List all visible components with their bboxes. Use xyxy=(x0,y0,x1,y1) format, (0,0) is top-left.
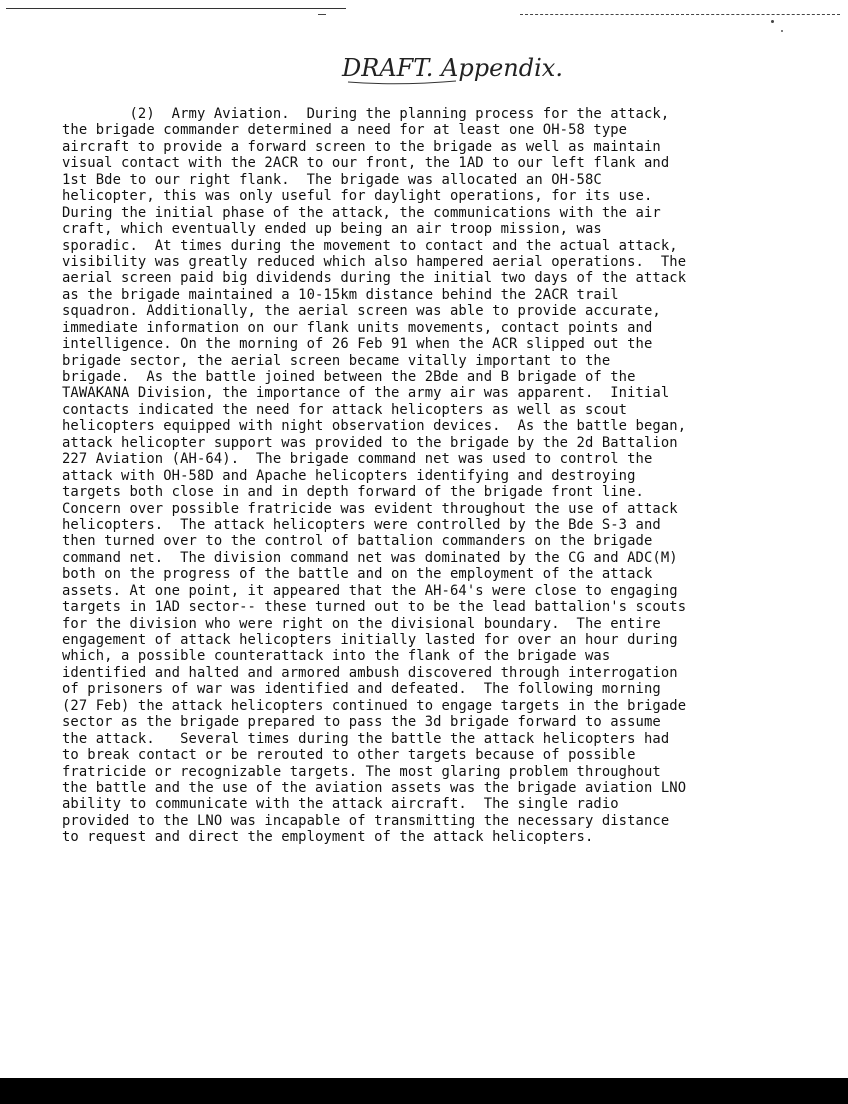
text-line: of prisoners of war was identified and defeated. The following morning xyxy=(62,681,661,698)
text-line: engagement of attack helicopters initially lasted for over an hour during xyxy=(62,632,678,648)
text-line: During the initial phase of the attack, the communications with the air xyxy=(62,204,661,221)
top-left-rule xyxy=(6,8,346,9)
scan-speck xyxy=(781,30,783,32)
text-line: sector as the brigade prepared to pass the 3d brigade forward to assume xyxy=(62,714,661,731)
text-line: aerial screen paid big dividends during the initial two days of the attack xyxy=(62,270,687,287)
text-line: sporadic. At times during the movement to contact and the actual attack, xyxy=(62,237,678,254)
text-line: the brigade commander determined a need for at least one OH-58 type xyxy=(62,122,628,139)
text-line: (2) Army Aviation. During the planning process for the attack, xyxy=(62,106,670,122)
text-line: identified and halted and armored ambush discovered through interrogation xyxy=(62,664,678,681)
text-line: to request and direct the employment of the attack helicopters. xyxy=(62,829,594,846)
document-body xyxy=(62,106,814,846)
text-line: then turned over to the control of battalion commanders on the brigade xyxy=(62,533,653,550)
handwritten-draft-svg xyxy=(338,48,568,88)
text-line: aircraft to provide a forward screen to the brigade as well as maintain xyxy=(62,138,661,155)
scan-bottom-black-bar xyxy=(0,1078,848,1104)
text-line: the battle and the use of the aviation assets was the brigade aviation LNO xyxy=(62,779,687,796)
text-line: both on the progress of the battle and on the employment of the attack xyxy=(62,566,653,583)
handwritten-draft-text: DRAFT. Appendix. xyxy=(342,54,563,82)
text-line: targets both close in and in depth forward of the brigade front line. xyxy=(62,484,644,501)
text-line: visibility was greatly reduced which also hampered aerial operations. The xyxy=(62,253,687,270)
text-line: 1st Bde to our right flank. The brigade was allocated an OH-58C xyxy=(62,171,602,188)
text-line: attack with OH-58D and Apache helicopters identifying and destroying xyxy=(62,467,636,484)
text-line: to break contact or be rerouted to other targets because of possible xyxy=(62,747,636,764)
text-line: squadron. Additionally, the aerial screen was able to provide accurate, xyxy=(62,303,661,320)
text-line: immediate information on our flank units movements, contact points and xyxy=(62,319,653,336)
top-tick-mark xyxy=(318,14,326,15)
text-line: visual contact with the 2ACR to our front, the 1AD to our left flank and xyxy=(62,155,670,172)
text-line: Concern over possible fratricide was evident throughout the use of attack xyxy=(62,500,678,517)
text-line: helicopters equipped with night observation devices. As the battle began, xyxy=(62,418,687,435)
text-line: attack helicopter support was provided to the brigade by the 2d Battalion xyxy=(62,434,678,451)
text-line: as the brigade maintained a 10-15km distance behind the 2ACR trail xyxy=(62,286,619,303)
text-line: 227 Aviation (AH-64). The brigade command net was used to control the xyxy=(62,451,653,468)
text-line: which, a possible counterattack into the flank of the brigade was xyxy=(62,648,611,665)
top-right-dashed-rule xyxy=(520,14,840,15)
handwritten-draft-annotation xyxy=(338,48,568,88)
text-line: command net. The division command net was dominated by the CG and ADC(M) xyxy=(62,549,678,566)
scan-speck xyxy=(771,20,774,23)
text-line: helicopters. The attack helicopters were controlled by the Bde S-3 and xyxy=(62,516,661,533)
text-line: ability to communicate with the attack aircraft. The single radio xyxy=(62,796,619,813)
text-line: (27 Feb) the attack helicopters continued to engage targets in the brigade xyxy=(62,697,687,714)
text-line: intelligence. On the morning of 26 Feb 91 when the ACR slipped out the xyxy=(62,336,653,353)
text-line: contacts indicated the need for attack helicopters as well as scout xyxy=(62,401,628,418)
text-line: the attack. Several times during the battle the attack helicopters had xyxy=(62,730,670,747)
text-line: brigade. As the battle joined between the 2Bde and B brigade of the xyxy=(62,369,636,385)
text-line: fratricide or recognizable targets. The most glaring problem throughout xyxy=(62,763,661,780)
text-line: targets in 1AD sector-- these turned out to be the lead battalion's scouts xyxy=(62,599,687,616)
text-line: TAWAKANA Division, the importance of the army air was apparent. Initial xyxy=(62,385,670,402)
text-line: for the division who were right on the divisional boundary. The entire xyxy=(62,615,661,632)
text-line: helicopter, this was only useful for daylight operations, for its use. xyxy=(62,188,653,205)
text-line: brigade sector, the aerial screen became vitally important to the xyxy=(62,352,611,369)
text-line: assets. At one point, it appeared that the AH-64's were close to engaging xyxy=(62,582,678,599)
text-line: provided to the LNO was incapable of transmitting the necessary distance xyxy=(62,812,670,829)
text-line: craft, which eventually ended up being an air troop mission, was xyxy=(62,221,602,238)
